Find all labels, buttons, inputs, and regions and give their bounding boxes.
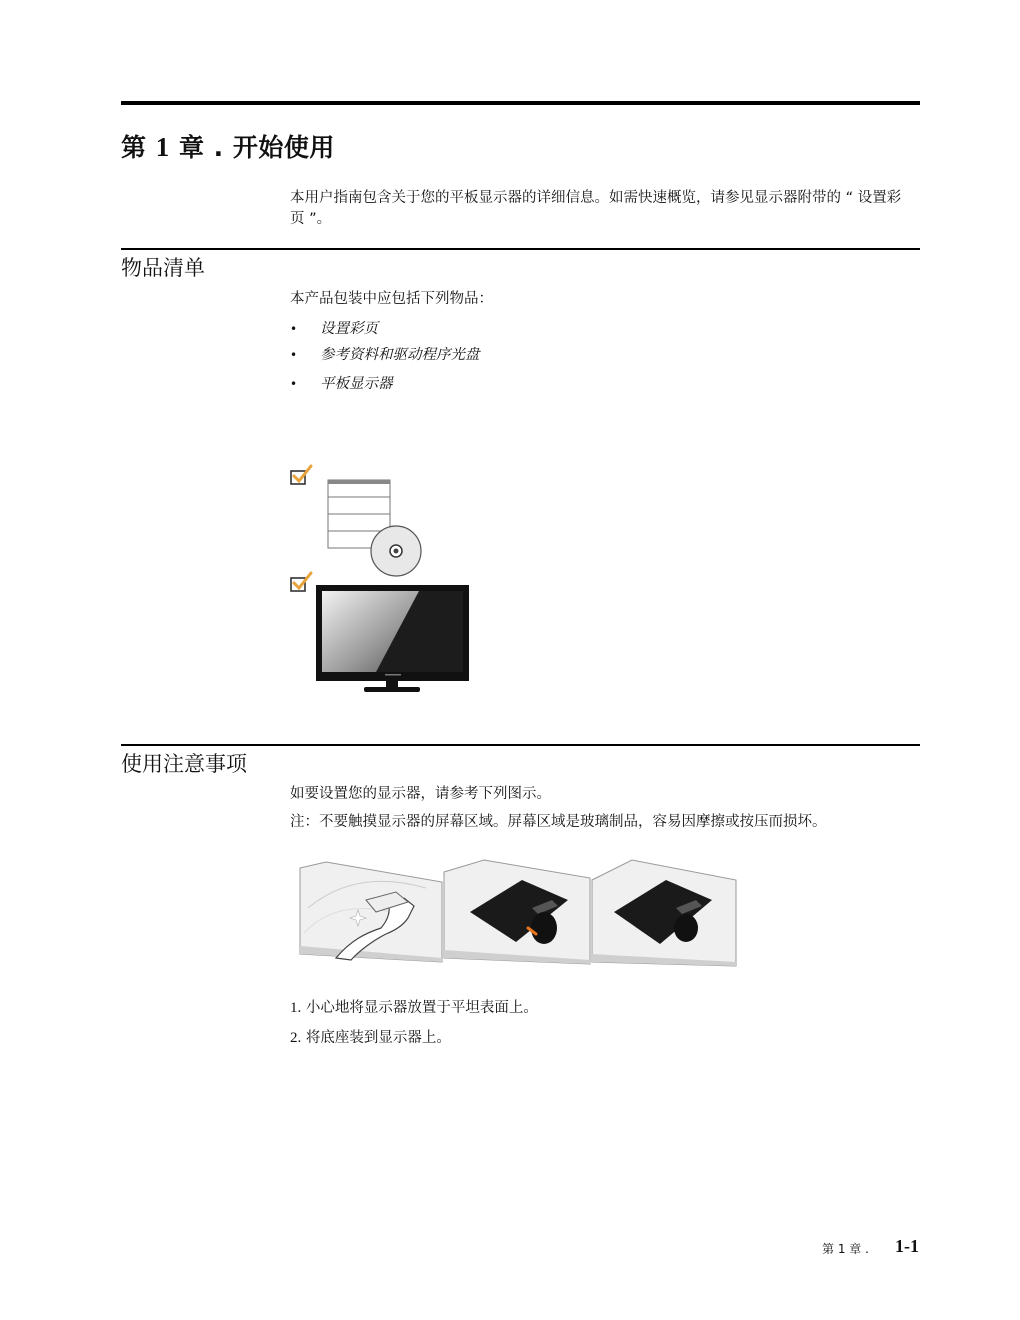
cd-disc-icon [371, 526, 421, 576]
section-rule-contents [121, 248, 920, 250]
list-item: • 设置彩页 [290, 321, 378, 337]
step-1: 1. 小心地将显示器放置于平坦表面上。 [290, 1000, 538, 1016]
wipe-surface-image [300, 862, 442, 962]
setup-steps-illustration [296, 858, 740, 968]
chapter-top-rule [121, 101, 920, 105]
package-contents-illustration [288, 462, 478, 697]
section-heading-contents: 物品清单 [121, 256, 205, 280]
footer-chapter-label: 第 1 章 . [822, 1242, 869, 1256]
intro-paragraph: 本用户指南包含关于您的平板显示器的详细信息。如需快速概览，请参见显示器附带的 “ 设置彩页 ”。 [290, 190, 902, 227]
list-item: • 平板显示器 [290, 376, 393, 392]
chapter-title: 第 1 章 . 开始使用 [121, 132, 335, 162]
attach-base-image [444, 860, 590, 964]
flat-panel-monitor-image [316, 585, 469, 692]
list-item: • 参考资料和驱动程序光盘 [290, 347, 480, 363]
footer-page-number: 1-1 [895, 1236, 919, 1256]
section-heading-usage: 使用注意事项 [121, 752, 247, 776]
checkbox-checked-icon [291, 573, 311, 591]
usage-note: 注：不要触摸显示器的屏幕区域。屏幕区域是玻璃制品，容易因摩擦或按压而损坏。 [290, 814, 827, 830]
contents-lead: 本产品包装中应包括下列物品： [290, 291, 493, 307]
step-2: 2. 将底座装到显示器上。 [290, 1030, 451, 1046]
section-rule-usage [121, 744, 920, 746]
checkbox-checked-icon [291, 466, 311, 484]
base-attached-image [592, 860, 736, 966]
usage-lead: 如要设置您的显示器，请参考下列图示。 [290, 786, 551, 802]
